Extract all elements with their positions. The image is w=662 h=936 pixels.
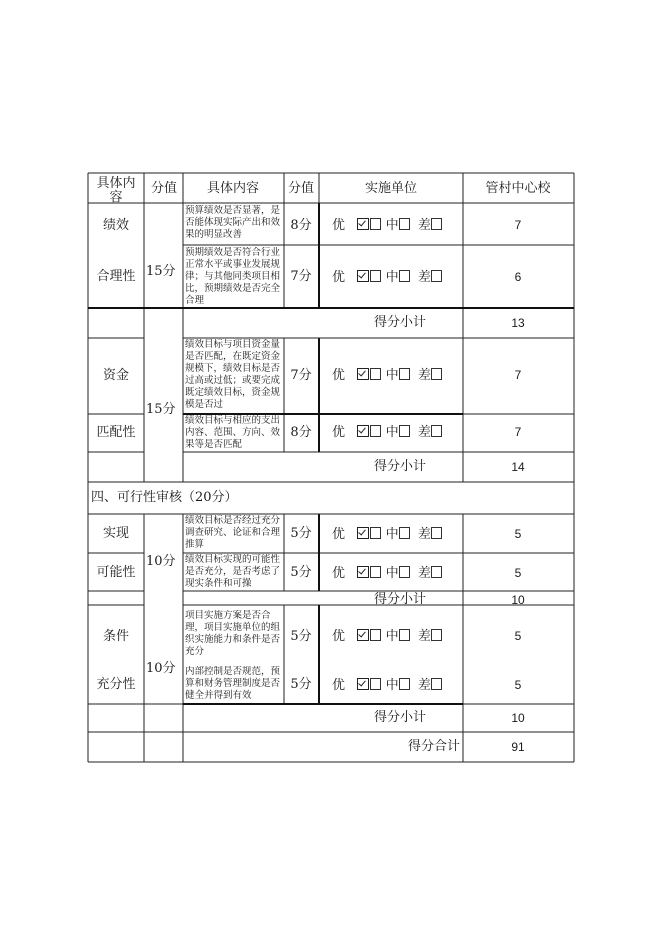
- rating-good-label: 优: [332, 678, 346, 693]
- checkbox-icon[interactable]: [399, 270, 410, 282]
- checked-box-icon[interactable]: [357, 629, 369, 641]
- criterion-text: 绩效目标与相应的支出内容、范围、方向、效果等是否匹配: [185, 415, 281, 450]
- criterion-text: 绩效目标是否经过充分调查研究、论证和合理推算: [185, 515, 281, 550]
- rating-options[interactable]: [332, 678, 442, 692]
- rating-options[interactable]: [332, 629, 442, 643]
- rating-poor-label: 差: [417, 368, 431, 383]
- row-result: 7: [514, 425, 522, 439]
- checkbox-icon[interactable]: [399, 678, 410, 690]
- criterion-text: 预期绩效是否符合行业正常水平或事业发展规律；与其他同类项目相比，预期绩效是否完全合理: [185, 247, 281, 306]
- criterion-text: 绩效目标与项目资金量是否匹配，在既定资金规模下，绩效目标是否过高或过低；或要完成既定绩效目标，资金规模是否过: [185, 339, 281, 410]
- checkbox-icon[interactable]: [399, 629, 410, 641]
- category-label: 可能性: [96, 565, 136, 580]
- row-points: 5分: [290, 565, 312, 580]
- rating-good-label: 优: [332, 425, 346, 440]
- checked-box-icon[interactable]: [357, 368, 369, 380]
- checked-box-icon[interactable]: [357, 218, 369, 230]
- category-label: 实现: [102, 526, 130, 541]
- section-score: 10分: [146, 554, 176, 569]
- category-label: 充分性: [96, 677, 136, 692]
- checkbox-icon[interactable]: [370, 629, 381, 641]
- checkbox-icon[interactable]: [370, 566, 381, 578]
- rating-poor-label: 差: [417, 566, 431, 581]
- rating-mid-label: 中: [385, 629, 399, 644]
- checked-box-icon[interactable]: [357, 566, 369, 578]
- subtotal-value: 13: [511, 316, 525, 330]
- header-col1-line1: 具体内: [96, 176, 136, 191]
- row-result: 5: [514, 566, 522, 580]
- subtotal-value: 14: [511, 460, 525, 474]
- checkbox-icon[interactable]: [431, 218, 442, 230]
- rating-good-label: 优: [332, 270, 346, 285]
- rating-good-label: 优: [332, 368, 346, 383]
- checkbox-icon[interactable]: [370, 218, 381, 230]
- header-col1-line2: 容: [109, 190, 123, 205]
- rating-mid-label: 中: [385, 425, 399, 440]
- row-result: 5: [514, 678, 522, 692]
- checkbox-icon[interactable]: [370, 527, 381, 539]
- header-content: 具体内容: [206, 181, 260, 196]
- checkbox-icon[interactable]: [431, 629, 442, 641]
- rating-good-label: 优: [332, 566, 346, 581]
- rating-poor-label: 差: [417, 218, 431, 233]
- row-result: 7: [514, 368, 522, 382]
- section-score: 15分: [146, 402, 176, 417]
- category-label: 绩效: [102, 218, 130, 233]
- subtotal-label: 得分小计: [374, 592, 427, 607]
- row-points: 8分: [290, 425, 312, 440]
- rating-good-label: 优: [332, 218, 346, 233]
- checked-box-icon[interactable]: [357, 678, 369, 690]
- rating-options[interactable]: [332, 368, 442, 382]
- rating-poor-label: 差: [417, 629, 431, 644]
- criterion-text: 预算绩效是否显著，是否能体现实际产出和效果的明显改善: [185, 205, 281, 240]
- checkbox-icon[interactable]: [431, 678, 442, 690]
- header-unit: 实施单位: [364, 181, 418, 196]
- checkbox-icon[interactable]: [370, 270, 381, 282]
- criterion-text: 项目实施方案是否合理，项目实施单位的组织实施能力和条件是否充分: [185, 610, 281, 657]
- row-points: 8分: [290, 218, 312, 233]
- subtotal-label: 得分小计: [374, 710, 427, 725]
- section-heading: 四、可行性审核（20分）: [91, 490, 238, 505]
- rating-good-label: 优: [332, 527, 346, 542]
- row-result: 5: [514, 527, 522, 541]
- header-points: 分值: [287, 181, 315, 196]
- checkbox-icon[interactable]: [399, 566, 410, 578]
- rating-mid-label: 中: [385, 368, 399, 383]
- criterion-text: 内部控制是否规范，预算和财务管理制度是否健全并得到有效: [185, 666, 281, 701]
- category-label: 条件: [102, 629, 130, 644]
- row-points: 5分: [290, 677, 312, 692]
- checkbox-icon[interactable]: [370, 368, 381, 380]
- checkbox-icon[interactable]: [370, 425, 381, 437]
- rating-poor-label: 差: [417, 678, 431, 693]
- checked-box-icon[interactable]: [357, 527, 369, 539]
- rating-poor-label: 差: [417, 527, 431, 542]
- checked-box-icon[interactable]: [357, 425, 369, 437]
- checked-box-icon[interactable]: [357, 270, 369, 282]
- rating-good-label: 优: [332, 629, 346, 644]
- rating-options[interactable]: [332, 218, 442, 232]
- total-label: 得分合计: [408, 739, 461, 754]
- rating-options[interactable]: [332, 425, 442, 439]
- category-label: 资金: [102, 368, 130, 383]
- section-score: 15分: [146, 264, 176, 279]
- checkbox-icon[interactable]: [431, 270, 442, 282]
- row-points: 5分: [290, 629, 312, 644]
- rating-mid-label: 中: [385, 566, 399, 581]
- row-points: 5分: [290, 526, 312, 541]
- checkbox-icon[interactable]: [399, 368, 410, 380]
- criterion-text: 绩效目标实现的可能性是否充分，是否考虑了现实条件和可操: [185, 554, 281, 589]
- subtotal-value: 10: [511, 711, 525, 725]
- category-label: 匹配性: [96, 425, 136, 440]
- rating-options[interactable]: [332, 566, 442, 580]
- checkbox-icon[interactable]: [431, 425, 442, 437]
- row-points: 7分: [290, 269, 312, 284]
- row-result: 5: [514, 629, 522, 643]
- rating-options[interactable]: [332, 527, 442, 541]
- rating-mid-label: 中: [385, 678, 399, 693]
- row-result: 7: [514, 218, 522, 232]
- rating-poor-label: 差: [417, 425, 431, 440]
- rating-mid-label: 中: [385, 218, 399, 233]
- total-value: 91: [511, 740, 525, 754]
- row-result: 6: [514, 270, 522, 284]
- subtotal-label: 得分小计: [374, 315, 427, 330]
- checkbox-icon[interactable]: [431, 527, 442, 539]
- checkbox-icon[interactable]: [399, 218, 410, 230]
- subtotal-label: 得分小计: [374, 459, 427, 474]
- checkbox-icon[interactable]: [399, 527, 410, 539]
- checkbox-icon[interactable]: [399, 425, 410, 437]
- rating-options[interactable]: [332, 270, 442, 284]
- checkbox-icon[interactable]: [431, 566, 442, 578]
- rating-poor-label: 差: [417, 270, 431, 285]
- rating-mid-label: 中: [385, 270, 399, 285]
- header-school: 管村中心校: [485, 181, 551, 196]
- subtotal-value: 10: [511, 593, 525, 607]
- category-label: 合理性: [96, 269, 136, 284]
- checkbox-icon[interactable]: [431, 368, 442, 380]
- row-points: 7分: [290, 368, 312, 383]
- header-score: 分值: [150, 181, 178, 196]
- checkbox-icon[interactable]: [370, 678, 381, 690]
- rating-mid-label: 中: [385, 527, 399, 542]
- section-score: 10分: [146, 661, 176, 676]
